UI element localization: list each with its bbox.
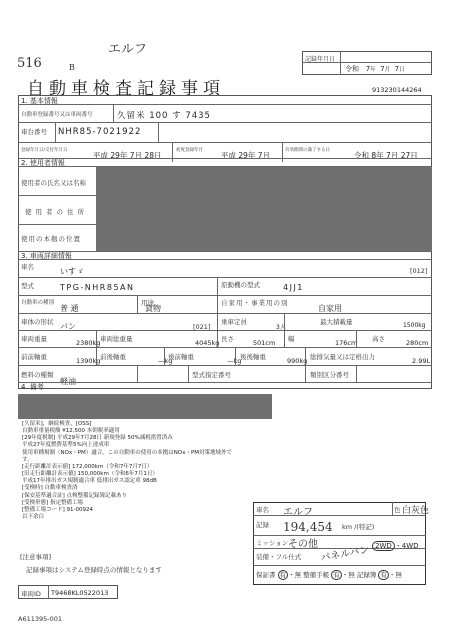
rf-axle-label: 後前軸重 [168,353,194,361]
body-value: バン [60,322,76,331]
sticker-2wd-circled: 2WD [372,541,395,551]
sticker-drive-label: 装備・フル仕式 [256,553,302,561]
fuel-value: 軽油 [60,377,76,386]
remarks-line: 平成17年排出ガス規制適合車 低排出ガス認定車 98dB [22,478,157,485]
gross-label: 車両総重量 [100,335,133,343]
reg-number-label: 自動車登録番号又は車両番号 [21,112,93,118]
remarks-line: 平成27年度燃費基準5%向上達成車 [22,442,110,449]
first-year-label: 初度登録年月 [176,148,203,153]
maxload-value: 1500kg [403,322,426,329]
remarks-line: 使用車種規制（NOx・PM）適合。この自動車の使用の本拠はNOx・PM対策地域外です。 [22,449,233,463]
handwritten-mark: B [69,63,75,72]
record-date-value: 令和 7年 7月 7日 [345,65,405,73]
remarks-line: 以下余白 [22,514,45,521]
engine-value: 4JJ1 [283,283,304,292]
fr-axle-label: 前後軸重 [100,353,126,361]
kind-label: 自動車の種別 [21,300,55,306]
expiry-label: 有効期間の満了する日 [285,148,330,153]
user-name-label: 使用者の氏名又は名称 [21,179,86,187]
gross-value: 4045kg [195,339,220,347]
approval-label: 型式指定番号 [192,371,231,379]
handwritten-model: エルフ [108,42,148,57]
remarks-line: [受検時] 自動車検査済 [22,485,78,492]
weight-value: 2380kg [76,339,101,347]
remarks-line: [保安基準適合証] 点検整備記録簿記載あり [22,492,128,499]
ff-axle-label: 前前軸重 [21,353,47,361]
height-label: 高さ [372,335,385,343]
record-date-label: 記録年月日 [305,56,336,63]
first-reg-value: 平成 29年 7月 28日 [93,151,162,160]
capacity-value: 3人 [276,324,286,331]
remarks-line: [走行距離計表示値] 172,000km（令和7年7月7日） [22,463,153,470]
sticker-mileage-label: 記録 [256,521,269,529]
remarks-line: [29年度税制] 平成29年7月28日 新規登録 50%減税措置済み [22,435,173,442]
first-reg-label: 登録年月日/交付年月日 [21,148,68,153]
sticker-footer: 保証書 有 ・無 整備手帳 有 ・無 記録簿 有 ・無 [256,571,402,579]
sticker-color-label: 色 [394,506,401,514]
redacted-remarks [18,394,272,419]
maxload-label: 最大積載量 [320,318,353,326]
engine-label: 原動機の型式 [221,281,260,289]
make-value: いすゞ [60,267,84,276]
body-code: [021] [193,323,211,331]
make-code: [012] [410,267,428,275]
ff-axle-value: 1390kg [76,357,101,365]
remarks-line: [受検形態] 指定整備工場 [22,499,84,506]
body-label: 車体の形状 [21,318,54,326]
page-title: 自動車検査記録事項 [27,79,225,99]
use-value: 貨物 [145,304,161,313]
make-label: 車名 [21,263,34,271]
remarks-line: [整備工場コード] 91-00924 [22,506,94,513]
length-label: 長さ [221,335,234,343]
vehicle-id-value: T9468KL0522013 [51,589,109,597]
user-address-label: 使用者の住所 [25,208,88,216]
first-year-value: 平成 29年 7月 [221,151,271,160]
sticker-color-value: 白灰色 [402,506,430,516]
sticker-mileage-value: 194,454 [283,520,333,534]
chassis-value: NHR85-7021922 [58,127,142,137]
redacted-user-info [96,167,432,251]
user-base-label: 使用の本拠の位置 [21,235,81,243]
section-remarks-header: 4. 備考 [21,383,44,391]
sticker-4wd: ・4WD [394,542,419,550]
reg-number-value: 久留米 100 す 7435 [117,111,211,121]
weight-label: 車両重量 [21,335,47,343]
footer-code: A611395-001 [18,615,63,623]
capacity-label: 乗車定員 [221,318,247,326]
handwritten-code: 516 [17,56,42,71]
section-user-header: 2. 使用者情報 [21,159,65,167]
rr-axle-label: 後後軸重 [240,353,266,361]
use-label: 用途 [141,299,154,307]
chassis-label: 車台番号 [21,128,47,136]
section-basic-header: 1. 基本情報 [21,97,58,105]
sticker-body-note: パネルバン [319,544,371,565]
type-value: TPG-NHR85AN [60,283,135,292]
height-value: 280cm [406,339,429,347]
sticker-mission-label: ミッション [256,539,289,547]
section-vehicle-header: 3. 車両詳細情報 [21,252,72,260]
notes-text: 記録事項はシステム登録時点の情報となります [26,566,162,574]
fuel-label: 燃料の種類 [21,371,54,379]
width-label: 幅 [288,335,295,343]
type-label: 型式 [21,282,34,290]
vehicle-id-label: 車両ID [21,590,41,598]
class-label: 類別区分番号 [310,371,349,379]
remarks-line: 自動車重量税額 ¥12,500 本則税率適用 [22,428,120,435]
sticker-2wd-option [372,541,419,551]
displacement-label: 総排気量又は定格出力 [310,353,375,361]
rf-axle-value: —kg [227,357,242,365]
remarks-line: [旧走行距離計表示値] 150,000km（令和6年7月1日） [22,471,158,478]
length-value: 501cm [253,339,276,347]
notes-title: [注意事項] [20,553,52,561]
expiry-value: 令和 8年 7月 27日 [354,151,418,160]
rr-axle-value: 990kg [287,357,308,365]
kind-value: 普 通 [60,304,79,313]
remarks-list [22,421,236,521]
doc-number: 913230144264 [372,86,422,94]
displacement-value: 2.99L [412,357,431,365]
sticker-mileage-unit: km /(特記) [342,523,375,531]
width-value: 176cm [335,339,358,347]
sticker-mission-value: その他 [288,539,318,550]
private-label: 自家用・事業用の別 [221,299,289,307]
private-value: 自家用 [318,304,342,313]
fr-axle-value: —kg [158,357,173,365]
sticker-name-value: エルフ [283,507,313,518]
sticker-name-label: 車名 [256,506,269,514]
remarks-line: [久留米]，継続検査，[OSS] [22,421,92,427]
